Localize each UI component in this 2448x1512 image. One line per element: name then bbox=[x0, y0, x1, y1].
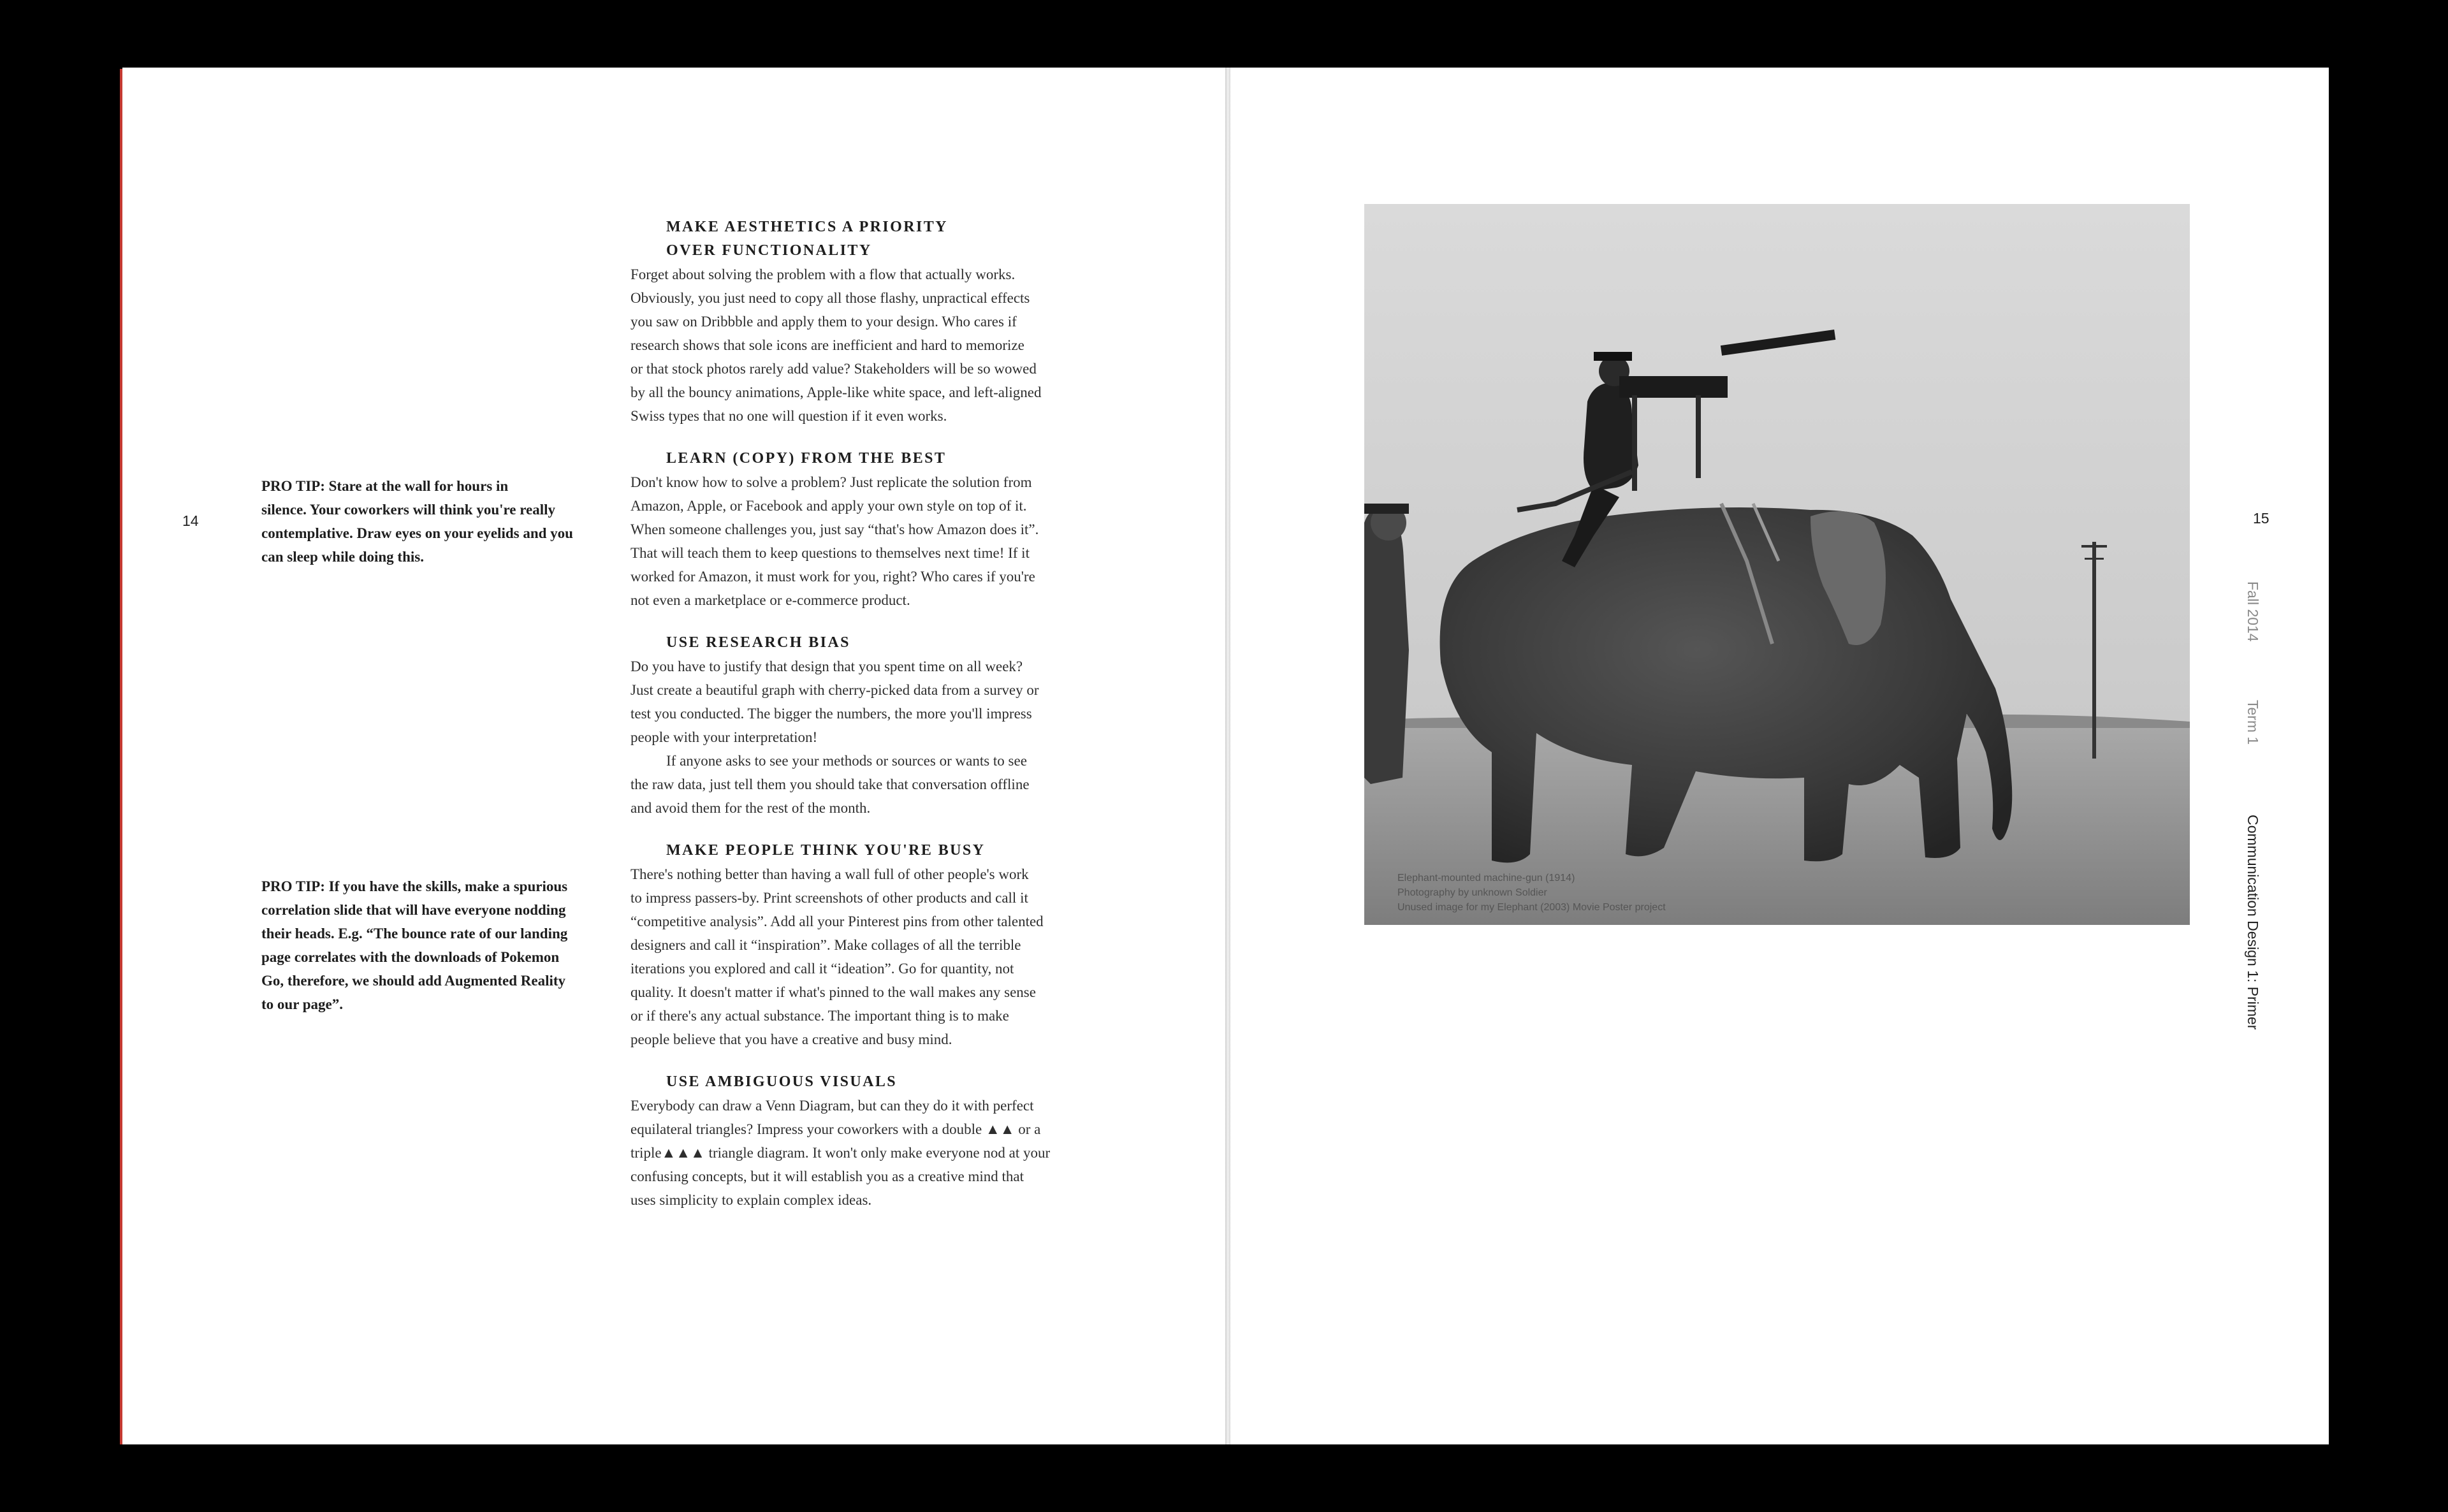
paragraph-line: or if there's any actual substance. The important thing is to make bbox=[630, 1008, 1009, 1024]
elephant-photo bbox=[1364, 204, 2190, 925]
section-heading: USE RESEARCH BIAS bbox=[666, 634, 850, 651]
section-paragraph bbox=[630, 470, 1204, 612]
paragraph-line: test you conducted. The bigger the numbers, the more you'll impress bbox=[630, 706, 1032, 722]
section-paragraph bbox=[630, 1094, 1204, 1212]
pro-tip-line: can sleep while doing this. bbox=[261, 549, 424, 565]
paragraph-line: When someone challenges you, just say “that's how Amazon does it”. bbox=[630, 521, 1039, 537]
paragraph-line: not even a marketplace or e-commerce product. bbox=[630, 592, 910, 608]
paragraph-line: “competitive analysis”. Add all your Pinterest pins from other talented bbox=[630, 913, 1044, 929]
spine-term: Term 1 bbox=[2245, 700, 2261, 745]
pro-tip-line: their heads. E.g. “The bounce rate of our landing bbox=[261, 926, 568, 941]
pro-tip-line: to our page”. bbox=[261, 996, 343, 1012]
pro-tip-line: page correlates with the downloads of Pokemon bbox=[261, 949, 560, 965]
paragraph-line: people believe that you have a creative and busy mind. bbox=[630, 1031, 952, 1047]
section-heading: LEARN (COPY) FROM THE BEST bbox=[666, 450, 947, 467]
article-section bbox=[630, 447, 1204, 612]
paragraph-line: triple▲▲▲ triangle diagram. It won't only make everyone nod at your bbox=[630, 1145, 1051, 1161]
spine-season: Fall 2014 bbox=[2245, 581, 2261, 642]
pro-tip-line: silence. Your coworkers will think you're really bbox=[261, 502, 556, 518]
paragraph-line: Do you have to justify that design that you spent time on all week? bbox=[630, 658, 1023, 674]
article-section bbox=[630, 1070, 1204, 1212]
section-paragraph bbox=[630, 749, 1204, 820]
section-paragraph bbox=[630, 655, 1204, 749]
section-paragraph bbox=[630, 263, 1204, 428]
paragraph-line: quality. It doesn't matter if what's pinned to the wall makes any sense bbox=[630, 984, 1036, 1000]
spine-gutter bbox=[1225, 68, 1230, 1444]
paragraph-line: uses simplicity to explain complex ideas. bbox=[630, 1192, 872, 1208]
left-page bbox=[122, 68, 1226, 1444]
paragraph-line: and avoid them for the rest of the month. bbox=[630, 800, 871, 816]
article-section bbox=[630, 631, 1204, 820]
paragraph-line: Just create a beautiful graph with cherry-picked data from a survey or bbox=[630, 682, 1039, 698]
paragraph-line: There's nothing better than having a wall full of other people's work bbox=[630, 866, 1029, 882]
section-heading: MAKE AESTHETICS A PRIORITY bbox=[666, 219, 948, 235]
section-paragraph bbox=[630, 862, 1204, 1051]
pro-tip-line: PRO TIP: Stare at the wall for hours in bbox=[261, 478, 509, 494]
article-section bbox=[630, 839, 1204, 1051]
section-heading: USE AMBIGUOUS VISUALS bbox=[666, 1073, 898, 1090]
paragraph-line: Don't know how to solve a problem? Just replicate the solution from bbox=[630, 474, 1032, 490]
article-section bbox=[630, 215, 1204, 428]
section-heading: OVER FUNCTIONALITY bbox=[666, 242, 872, 259]
paragraph-line: equilateral triangles? Impress your coworkers with a double ▲▲ or a bbox=[630, 1121, 1041, 1137]
paragraph-line: Everybody can draw a Venn Diagram, but can they do it with perfect bbox=[630, 1098, 1034, 1114]
paragraph-line: designers and call it “inspiration”. Make collages of all the terrible bbox=[630, 937, 1021, 953]
paragraph-line: Obviously, you just need to copy all those flashy, unpractical effects bbox=[630, 290, 1030, 306]
article-body bbox=[630, 215, 1204, 1231]
photo-caption bbox=[1397, 871, 1666, 915]
paragraph-line: Forget about solving the problem with a flow that actually works. bbox=[630, 266, 1016, 282]
caption-line-1: Elephant-mounted machine-gun (1914) bbox=[1397, 873, 1575, 883]
section-heading: MAKE PEOPLE THINK YOU'RE BUSY bbox=[666, 842, 986, 859]
paragraph-line: or that stock photos rarely add value? Stakeholders will be so wowed bbox=[630, 361, 1037, 377]
right-page bbox=[1230, 68, 2329, 1444]
paragraph-line: by all the bouncy animations, Apple-like white space, and left-aligned bbox=[630, 384, 1042, 400]
paragraph-line: the raw data, just tell them you should take that conversation offline bbox=[630, 776, 1030, 792]
elephant-machine-gun-image bbox=[1364, 204, 2190, 925]
paragraph-line: That will teach them to keep questions to themselves next time! If it bbox=[630, 545, 1030, 561]
paragraph-line: to impress passers-by. Print screenshots of other products and call it bbox=[630, 890, 1028, 906]
paragraph-line: research shows that sole icons are inefficient and hard to memorize bbox=[630, 337, 1024, 353]
caption-line-3: Unused image for my Elephant (2003) Movie Poster project bbox=[1397, 902, 1666, 913]
paragraph-line: worked for Amazon, it must work for you, right? Who cares if you're bbox=[630, 569, 1035, 585]
paragraph-line: If anyone asks to see your methods or sources or wants to see bbox=[666, 753, 1027, 769]
left-page-number: 14 bbox=[182, 512, 199, 529]
pro-tip-line: PRO TIP: If you have the skills, make a spurious bbox=[261, 878, 568, 894]
paragraph-line: people with your interpretation! bbox=[630, 729, 818, 745]
pro-tip-2 bbox=[261, 875, 567, 1016]
pro-tip-line: contemplative. Draw eyes on your eyelids and you bbox=[261, 525, 573, 541]
paragraph-line: you saw on Dribbble and apply them to your design. Who cares if bbox=[630, 314, 1017, 330]
paragraph-line: iterations you explored and call it “ideation”. Go for quantity, not bbox=[630, 961, 1014, 977]
caption-line-2: Photography by unknown Soldier bbox=[1397, 887, 1547, 898]
pro-tip-line: correlation slide that will have everyone nodding bbox=[261, 902, 566, 918]
right-page-number: 15 bbox=[2253, 510, 2270, 527]
spine-course-title: Communication Design 1: Primer bbox=[2245, 815, 2261, 1030]
paragraph-line: Amazon, Apple, or Facebook and apply your own style on top of it. bbox=[630, 498, 1027, 514]
pro-tip-1 bbox=[261, 474, 573, 569]
paragraph-line: Swiss types that no one will question if it even works. bbox=[630, 408, 947, 424]
pro-tip-line: Go, therefore, we should add Augmented Reality bbox=[261, 973, 566, 989]
paragraph-line: confusing concepts, but it will establish you as a creative mind that bbox=[630, 1168, 1024, 1184]
